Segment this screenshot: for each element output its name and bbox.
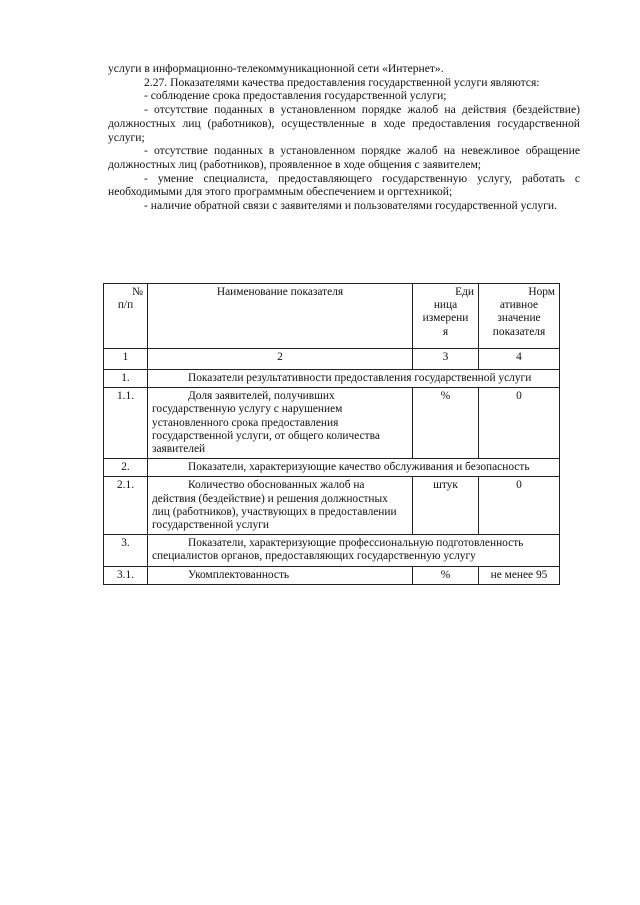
- row-name: Укомплектованность: [148, 566, 413, 584]
- table-row: [104, 388, 560, 459]
- row-num: 1.: [104, 370, 148, 388]
- body-text: [108, 62, 580, 213]
- row-num: 2.1.: [104, 477, 148, 535]
- header-unit: Еди ница измерени я: [413, 284, 479, 349]
- row-num: 1.1.: [104, 388, 148, 459]
- list-item-feedback: - наличие обратной связи с заявителями и пользователями государственной услуги.: [144, 199, 558, 213]
- list-item-no-complaints-actions: - отсутствие поданных в установленном порядке жалоб на действия (бездействие) должностных лиц (работников), осуществленные в ходе предоставления государственной услуги;: [108, 103, 580, 144]
- header-norm: Норм ативное значение показателя: [479, 284, 560, 349]
- row-norm: 0: [479, 477, 560, 535]
- header-num: № п/п: [104, 284, 148, 349]
- list-item-no-complaints-rudeness: - отсутствие поданных в установленном порядке жалоб на невежливое обращение должностных лиц (работников), проявленное в ходе общения с заявителем;: [108, 144, 580, 171]
- row-norm: не менее 95: [479, 566, 560, 584]
- table-row-section: [104, 535, 560, 566]
- table-header-row: [104, 284, 560, 349]
- row-unit: штук: [413, 477, 479, 535]
- column-numbers-row: [104, 349, 560, 370]
- row-num: 3.: [104, 535, 148, 566]
- row-unit: %: [413, 566, 479, 584]
- row-name: Количество обоснованных жалоб на действия (бездействие) и решения должностных лиц (работников), участвующих в предоставлении государственной услуги: [148, 477, 413, 535]
- col-number: 2: [148, 349, 413, 370]
- section-title: Показатели, характеризующие качество обслуживания и безопасность: [148, 459, 560, 477]
- row-norm: 0: [479, 388, 560, 459]
- col-number: 1: [104, 349, 148, 370]
- col-number: 3: [413, 349, 479, 370]
- table-row-section: [104, 370, 560, 388]
- table-row: [104, 566, 560, 584]
- list-item-deadline: - соблюдение срока предоставления государственной услуги;: [144, 89, 447, 103]
- row-unit: %: [413, 388, 479, 459]
- table-row: [104, 477, 560, 535]
- paragraph-2-27: 2.27. Показателями качества предоставления государственной услуги являются:: [144, 75, 540, 89]
- header-name: Наименование показателя: [148, 284, 413, 349]
- section-title: Показатели, характеризующие профессиональную подготовленность специалистов органов, предоставляющих государственную услугу: [148, 535, 560, 566]
- row-num: 2.: [104, 459, 148, 477]
- row-num: 3.1.: [104, 566, 148, 584]
- section-title: Показатели результативности предоставления государственной услуги: [148, 370, 560, 388]
- list-item-specialist-skill: - умение специалиста, предоставляющего государственную услугу, работать с необходимыми для этого программным обеспечением и оргтехникой;: [108, 171, 580, 199]
- row-name: Доля заявителей, получивших государственную услугу с нарушением установленного срока предоставления государственной услуги, от общего количества заявителей: [148, 388, 413, 459]
- paragraph-continuation: услуги в информационно-телекоммуникационной сети «Интернет».: [108, 62, 444, 75]
- indicators-table: [103, 283, 560, 585]
- col-number: 4: [479, 349, 560, 370]
- table-row-section: [104, 459, 560, 477]
